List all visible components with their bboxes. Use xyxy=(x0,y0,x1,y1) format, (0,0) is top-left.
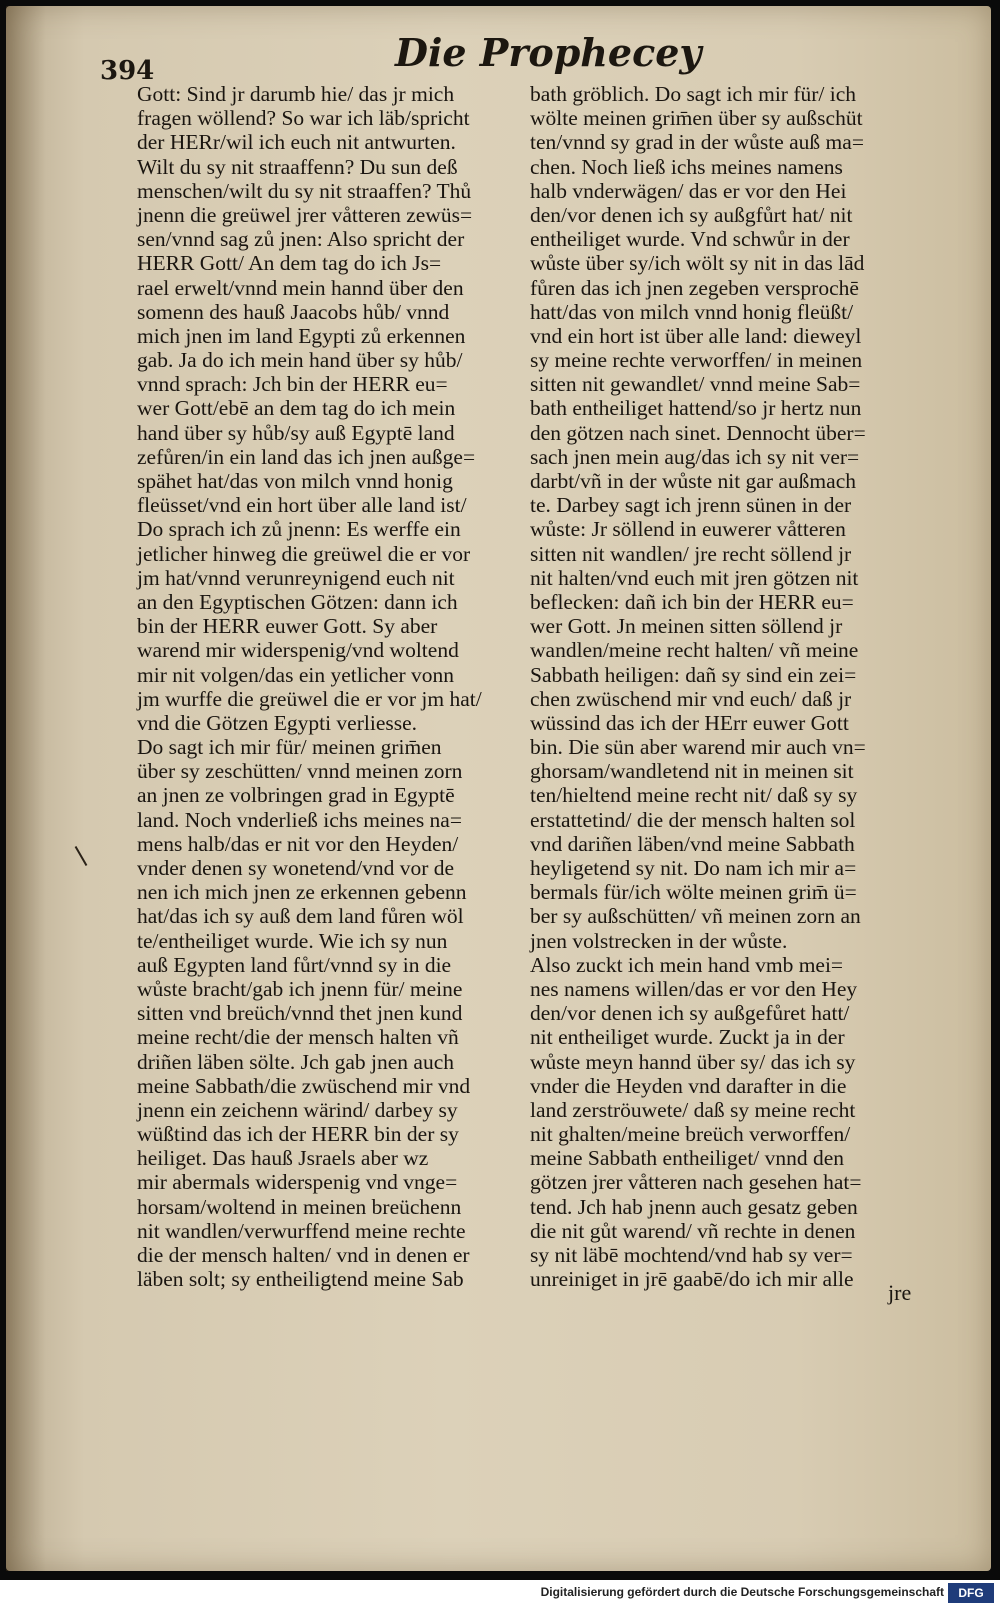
text-line: jm wurffe die greüwel die er vor jm hat/ xyxy=(137,686,482,711)
text-line: den/vor denen ich sy außgfůrt hat/ nit xyxy=(530,202,853,227)
text-line: halb vnderwägen/ das er vor den Hei xyxy=(530,178,847,203)
text-line: an jnen ze volbringen grad in Egyptē xyxy=(137,783,455,808)
text-line: jnenn die greüwel jrer våtteren zewüs= xyxy=(137,202,473,227)
text-line: te/entheiliget wurde. Wie ich sy nun xyxy=(137,928,448,953)
text-line: hand über sy hůb/sy auß Egyptē land xyxy=(137,420,455,445)
text-line: götzen jrer våtteren nach gesehen hat= xyxy=(530,1170,862,1195)
text-line: ten/hieltend meine recht nit/ daß sy sy xyxy=(530,783,858,808)
text-line: wüssind das ich der HErr euwer Gott xyxy=(530,710,849,735)
text-line: auß Egypten land fůrt/vnnd sy in die xyxy=(137,952,452,977)
text-line: Also zuckt ich mein hand vmb mei= xyxy=(530,952,844,977)
text-line: vnnd sprach: Jch bin der HERR eu= xyxy=(137,372,448,397)
running-head: Die Prophecey xyxy=(395,30,702,75)
text-line: fragen wöllend? So war ich läb/spricht xyxy=(137,106,470,131)
text-line: nit ghalten/meine breüch verworffen/ xyxy=(530,1122,851,1147)
text-line: meine Sabbath entheiliget/ vnnd den xyxy=(530,1146,845,1171)
text-line: vnder die Heyden vnd darafter in die xyxy=(530,1073,847,1098)
text-line: sitten nit wandlen/ jre recht söllend jr xyxy=(530,541,852,566)
text-line: tend. Jch hab jnenn auch gesatz geben xyxy=(530,1194,858,1219)
text-line: heyligetend sy nit. Do nam ich mir a= xyxy=(530,856,857,880)
text-line: vnd die Götzen Egypti verliesse. xyxy=(137,710,418,735)
text-line: der HERr/wil ich euch nit antwurten. xyxy=(137,130,456,155)
text-line: bin der HERR euwer Gott. Sy aber xyxy=(137,614,438,639)
text-line: fůren das ich jnen zegeben versprochē xyxy=(530,275,859,300)
text-line: jetlicher hinweg die greüwel die er vor xyxy=(137,541,471,566)
text-line: die der mensch halten/ vnd in denen er xyxy=(137,1243,470,1267)
text-line: nit wandlen/verwurffend meine rechte xyxy=(137,1218,466,1243)
text-line: vnd ein hort ist über alle land: dieweyl xyxy=(530,323,862,348)
text-line: den götzen nach sinet. Dennocht über= xyxy=(530,420,866,445)
text-line: rael erwelt/vnnd mein hannd über den xyxy=(137,275,464,300)
catchword: jre xyxy=(888,1280,912,1305)
text-line: somenn des hauß Jaacobs hůb/ vnnd xyxy=(137,299,450,324)
text-line: nen ich mich jnen ze erkennen gebenn xyxy=(137,880,467,905)
text-line: läben solt; sy entheiligtend meine Sab xyxy=(137,1267,464,1292)
text-line: den/vor denen ich sy außgefůret hatt/ xyxy=(530,1001,850,1026)
text-line: chen. Noch ließ ichs meines namens xyxy=(530,154,843,179)
text-line: zefůren/in ein land das ich jnen außge= xyxy=(137,444,476,469)
text-line: menschen/wilt du sy nit straaffen? Thů xyxy=(137,178,472,203)
text-line: Sabbath heiligen: dañ sy sind ein zei= xyxy=(530,662,857,687)
text-line: wer Gott/ebē an dem tag do ich mein xyxy=(137,396,456,421)
text-line: unreiniget in jrē gaabē/do ich mir alle xyxy=(530,1267,854,1292)
text-line: sitten nit gewandlet/ vnnd meine Sab= xyxy=(530,372,861,397)
text-line: wůste meyn hannd über sy/ das ich sy xyxy=(530,1049,856,1074)
text-line: sach jnen mein aug/das ich sy nit ver= xyxy=(530,444,860,469)
text-line: über sy zeschütten/ vnnd meinen zorn xyxy=(137,759,463,784)
gutter-shadow xyxy=(6,6,46,1571)
text-line: erstattetind/ die der mensch halten sol xyxy=(530,807,856,832)
text-line: wůste bracht/gab ich jnenn für/ meine xyxy=(137,976,463,1001)
text-line: Gott: Sind jr darumb hie/ das jr mich xyxy=(137,82,455,106)
text-line: bermals für/ich wölte meinen grim̄ ü= xyxy=(530,880,857,905)
text-line: HERR Gott/ An dem tag do ich Js= xyxy=(137,251,442,276)
text-line: horsam/woltend in meinen breüchenn xyxy=(137,1194,462,1219)
text-line: te. Darbey sagt ich jrenn sünen in der xyxy=(530,493,852,518)
text-line: nes namens willen/das er vor den Hey xyxy=(530,976,858,1001)
text-line: die nit gůt warend/ vñ rechte in denen xyxy=(530,1218,856,1243)
text-line: wůste über sy/ich wölt sy nit in das lād xyxy=(530,251,865,276)
text-line: sy nit läbē mochtend/vnd hab sy ver= xyxy=(530,1243,853,1267)
text-line: nit entheiliget wurde. Zuckt ja in der xyxy=(530,1025,845,1050)
text-line: Do sagt ich mir für/ meinen grim̄en xyxy=(137,735,442,760)
text-line: sitten vnd breüch/vnnd thet jnen kund xyxy=(137,1001,463,1026)
text-line: fleüsset/vnd ein hort über alle land ist/ xyxy=(137,493,467,518)
text-line: hatt/das von milch vnnd honig fleüßt/ xyxy=(530,299,854,324)
text-line: bath entheiliget hattend/so jr hertz nun xyxy=(530,396,862,421)
text-line: land. Noch vnderließ ichs meines na= xyxy=(137,807,462,832)
text-line: chen zwüschend mir vnd euch/ daß jr xyxy=(530,686,852,711)
text-line: an den Egyptischen Götzen: dann ich xyxy=(137,589,458,614)
text-line: jnen volstrecken in der wůste. xyxy=(530,928,788,953)
text-line: ber sy außschütten/ vñ meinen zorn an xyxy=(530,904,861,929)
text-line: bin. Die sün aber warend mir auch vn= xyxy=(530,735,866,760)
left-column xyxy=(137,82,537,1291)
text-line: warend mir widerspenig/vnd woltend xyxy=(137,638,459,663)
text-line: jm hat/vnnd verunreynigend euch nit xyxy=(137,565,455,590)
text-line: beflecken: dañ ich bin der HERR eu= xyxy=(530,589,854,614)
text-line: hat/das ich sy auß dem land fůren wöl xyxy=(137,904,464,929)
text-line: wer Gott. Jn meinen sitten söllend jr xyxy=(530,614,843,639)
text-line: sen/vnnd sag zů jnen: Also spricht der xyxy=(137,227,465,252)
text-line: Do sprach ich zů jnenn: Es werffe ein xyxy=(137,517,461,542)
text-line: wölte meinen grim̄en über sy außschüt xyxy=(530,106,863,131)
text-line: ten/vnnd sy grad in der wůste auß ma= xyxy=(530,130,864,155)
text-line: wůste: Jr söllend in euwerer våtteren xyxy=(530,517,846,542)
text-line: vnd dariñen läben/vnd meine Sabbath xyxy=(530,831,855,856)
text-line: mich jnen im land Egypti zů erkennen xyxy=(137,323,466,348)
text-line: mir nit volgen/das ein yetlicher vonn xyxy=(137,662,455,687)
text-line: mir abermals widerspenig vnd vnge= xyxy=(137,1170,458,1195)
text-line: jnenn ein zeichenn wärind/ darbey sy xyxy=(137,1097,458,1122)
dfg-logo: DFG xyxy=(948,1583,994,1603)
text-line: mens halb/das er nit vor den Heyden/ xyxy=(137,831,459,856)
text-line: entheiliget wurde. Vnd schwůr in der xyxy=(530,227,850,252)
text-line: darbt/vñ in der wůste nit gar außmach xyxy=(530,469,856,493)
text-line: driñen läben sölte. Jch gab jnen auch xyxy=(137,1049,455,1074)
text-line: meine Sabbath/die zwüschend mir vnd xyxy=(137,1073,471,1098)
text-line: wüßtind das ich der HERR bin der sy xyxy=(137,1122,459,1147)
text-line: spähet hat/das von milch vnnd honig xyxy=(137,469,453,493)
text-line: nit halten/vnd euch mit jren götzen nit xyxy=(530,565,859,590)
text-line: vnder denen sy wonetend/vnd vor de xyxy=(137,856,455,880)
text-line: bath gröblich. Do sagt ich mir für/ ich xyxy=(530,82,857,106)
footer-bar xyxy=(0,1580,1000,1607)
text-line: Wilt du sy nit straaffenn? Du sun deß xyxy=(137,154,458,179)
text-line: gab. Ja do ich mein hand über sy hůb/ xyxy=(137,348,463,373)
text-line: ghorsam/wandletend nit in meinen sit xyxy=(530,759,854,784)
text-line: heiliget. Das hauß Jsraels aber wz xyxy=(137,1146,429,1171)
page-number: 394 xyxy=(100,56,155,86)
right-column xyxy=(530,82,930,1291)
text-line: meine recht/die der mensch halten vñ xyxy=(137,1025,459,1050)
text-line: sy meine rechte verworffen/ in meinen xyxy=(530,348,863,373)
digitization-credit: Digitalisierung gefördert durch die Deutsche Forschungsgemeinschaft xyxy=(540,1585,944,1599)
text-line: land zerströuwete/ daß sy meine recht xyxy=(530,1097,856,1122)
text-line: wandlen/meine recht halten/ vñ meine xyxy=(530,638,859,663)
